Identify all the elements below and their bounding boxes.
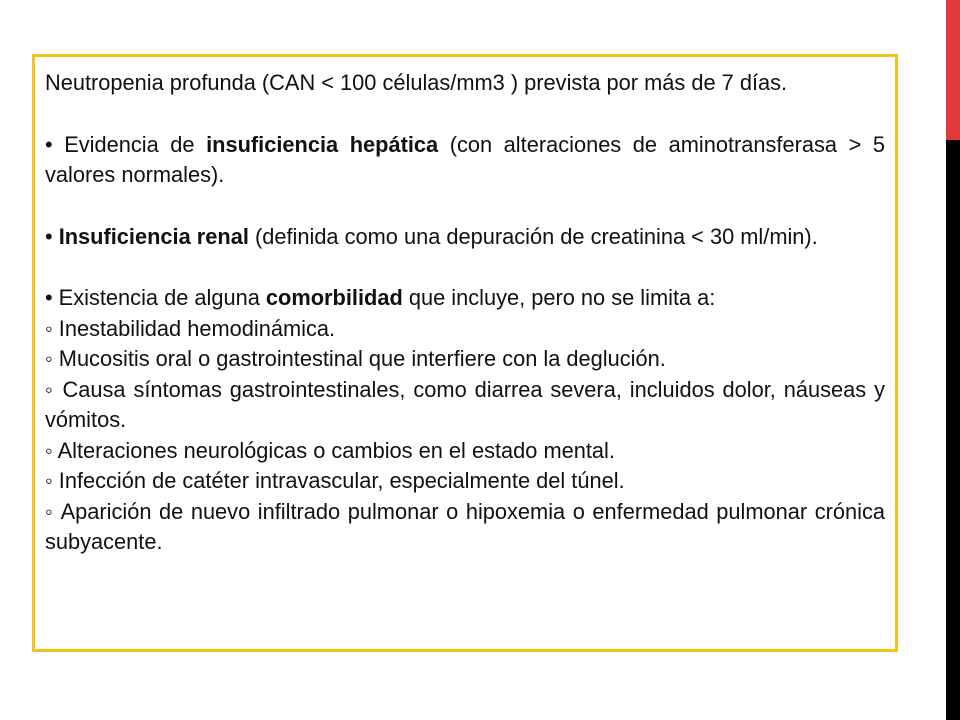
bullet-text: (definida como una depuración de creatinina < 30 ml/min). bbox=[248, 223, 818, 249]
sub-item-pulmonary: ◦ Aparición de nuevo infiltrado pulmonar o hipoxemia o enfermedad pulmonar crónica subyacente. bbox=[45, 498, 885, 554]
spacer bbox=[45, 252, 885, 283]
side-accent-strip bbox=[946, 0, 960, 140]
bullet-hepatic bbox=[45, 130, 885, 191]
intro-paragraph: Neutropenia profunda (CAN < 100 células/mm3 ) prevista por más de 7 días. bbox=[45, 70, 788, 95]
bullet-text: (con alteraciones de aminotransferasa > 5 valores normales). bbox=[45, 131, 885, 187]
sub-item-gastrointestinal: ◦ Causa síntomas gastrointestinales, como diarrea severa, incluidos dolor, náuseas y vómitos. bbox=[45, 376, 885, 432]
bullet-text: que incluye, pero no se limita a: bbox=[402, 285, 716, 310]
sub-item-neurological: ◦ Alteraciones neurológicas o cambios en el estado mental. bbox=[45, 437, 615, 463]
bullet-emphasis: comorbilidad bbox=[265, 285, 403, 310]
spacer bbox=[45, 99, 885, 130]
bullet-emphasis: Insuficiencia renal bbox=[58, 223, 249, 249]
sub-item-mucositis: ◦ Mucositis oral o gastrointestinal que interfiere con la deglución. bbox=[45, 346, 666, 371]
bullet-renal bbox=[45, 222, 885, 253]
spacer bbox=[45, 191, 885, 222]
sub-item-catheter: ◦ Infección de catéter intravascular, especialmente del túnel. bbox=[45, 468, 625, 493]
bullet-text: • Evidencia de bbox=[45, 131, 207, 157]
bullet-comorbidity bbox=[45, 283, 885, 314]
sub-item-hemodynamic: ◦ Inestabilidad hemodinámica. bbox=[45, 315, 336, 341]
bullet-text: • bbox=[45, 223, 59, 249]
bullet-emphasis: insuficiencia hepática bbox=[206, 131, 439, 157]
criteria-box bbox=[32, 54, 898, 652]
bullet-text: • Existencia de alguna bbox=[45, 285, 266, 310]
